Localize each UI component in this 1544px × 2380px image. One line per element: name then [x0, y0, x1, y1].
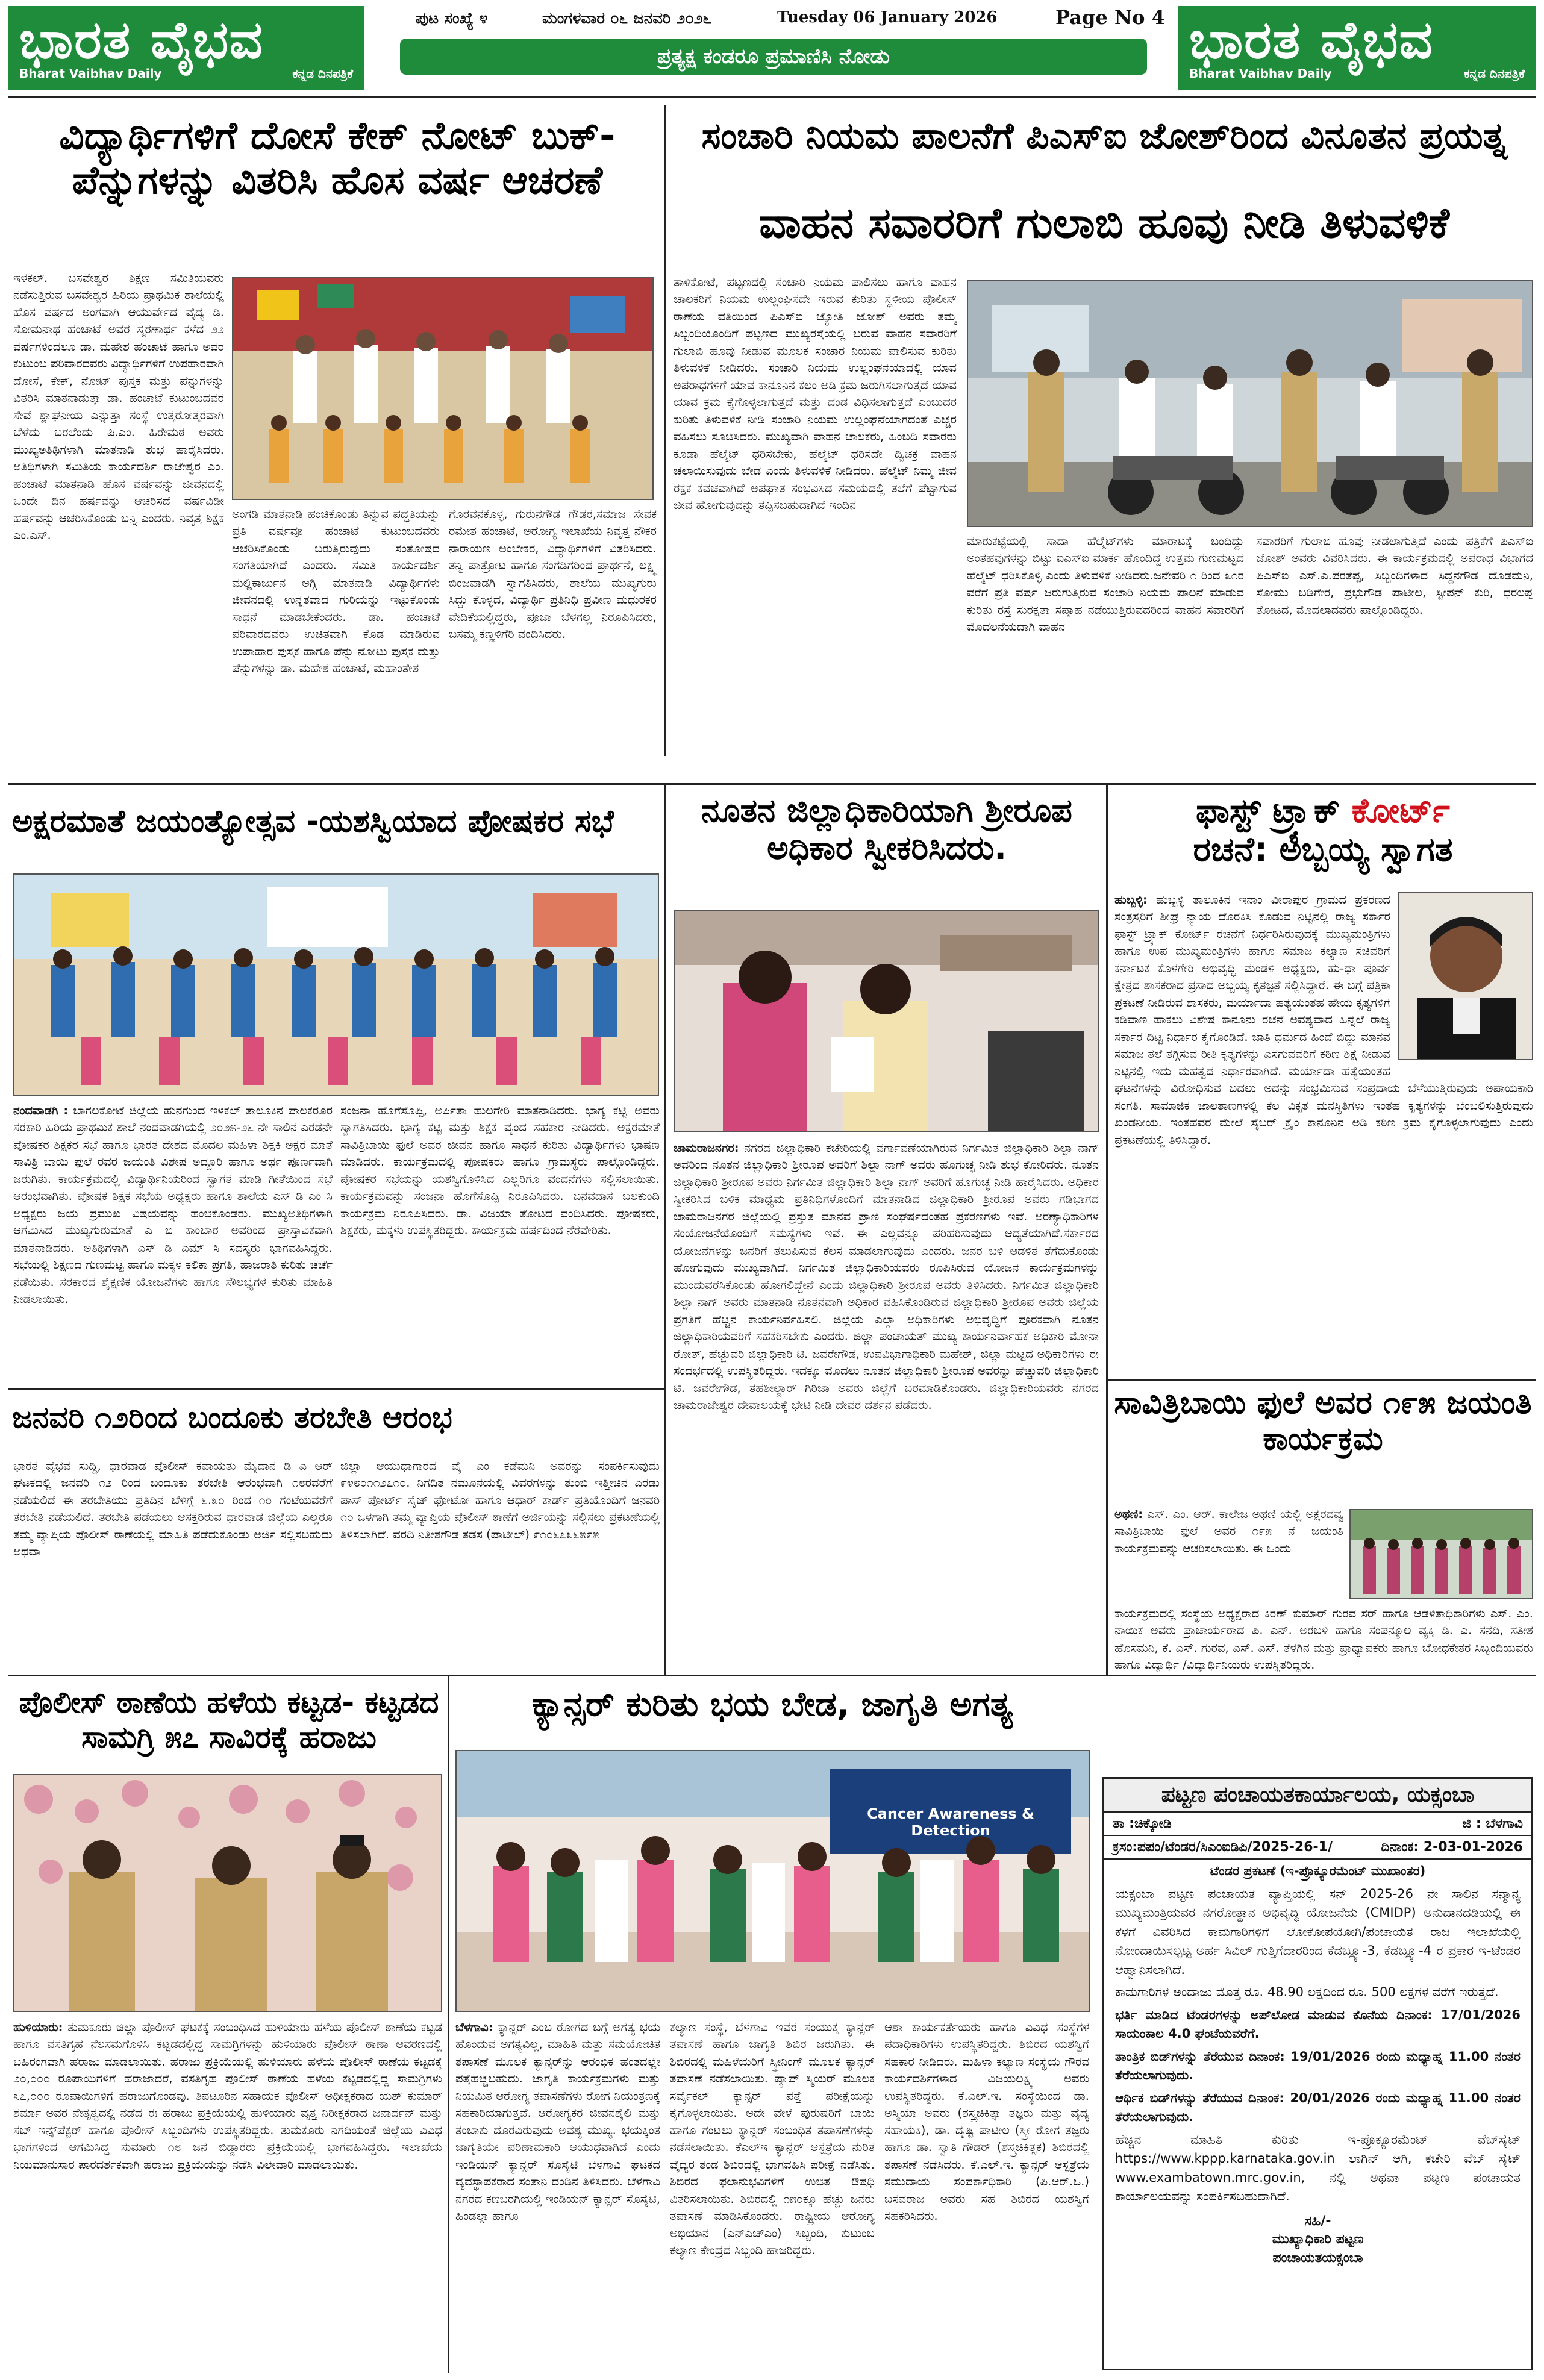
section-rule-1: [8, 783, 1536, 785]
vertical-divider-bottom: [448, 1675, 449, 2373]
tender-para-2: ಕಾಮಗಾರಿಗಳ ಅಂದಾಜು ಮೊತ್ತ ರೂ. 48.90 ಲಕ್ಷದಿಂದ ರೂ. 500 ಲಕ್ಷಗಳ ವರೆಗೆ ಇರುತ್ತದೆ.: [1115, 1985, 1499, 1999]
a7-body: ಕಾರ್ಯಕ್ರಮದಲ್ಲಿ ಸಂಸ್ಥೆಯ ಅಧ್ಯಕ್ಷರಾದ ಕಿರಣ್ ಕುಮಾರ್ ಗುರವ ಸರ್ ಹಾಗೂ ಆಡಳಿತಾಧಿಕಾರಿಗಳು ಎಸ್. ಎಂ. ನಾಯಿಕ ಅವರು ಪ್ರಾಚಾರ್ಯರಾದ ಪಿ. ಎನ್. ಅರಬಳಿ ಹಾಗೂ ಸಂಪನ್ಮೂಲ ವ್ಯಕ್ತಿ ಡಿ. ಎ. ಸನದಿ, ಸತೀಶ ಹೊಸಮನಿ, ಕೆ. ಎಸ್. ಗುರವ, ಎಸ್. ಎಸ್. ತೆಳಗಿನ ಮತ್ತು ಪ್ರಾಧ್ಯಾಪಕರು ಹಾಗೂ ಬೋಧಕೇತರ ಸಿಬ್ಬಂದಿಯವರು ಹಾಗೂ ವಿದ್ಯಾರ್ಥಿ /ವಿದ್ಯಾರ್ಥಿನಿಯರು ಉಪಸ್ಥಿತರಿದ್ದರು.: [1114, 1607, 1533, 1672]
tender-para-3: ಭರ್ತಿ ಮಾಡಿದ ಟೆಂಡರಗಳನ್ನು ಅಪ್‌ಲೋಡ ಮಾಡುವ ಕೊನೆಯ ದಿನಾಂಕ: 17/01/2026 ಸಾಯಂಕಾಲ 4.0 ಘಂಟೆಯವರೆಗೆ.: [1115, 2007, 1521, 2041]
masthead-left: [8, 6, 364, 90]
a8-photo: [13, 1774, 442, 2012]
vertical-divider-middle: [664, 783, 666, 1675]
a8-headline: ಪೊಲೀಸ್ ಠಾಣೆಯ ಹಳೆಯ ಕಟ್ಟಡ- ಕಟ್ಟಡದ ಸಾಮಗ್ರಿ ೫೭ ಸಾವಿರಕ್ಕೆ ಹರಾಜು: [19, 1685, 439, 1755]
a5-headline-part2: ರಚನೆ: ಅಬ್ಬಯ್ಯ ಸ್ವಾಗತ: [1193, 830, 1453, 870]
a3-dateline: ನಂದವಾಡಗಿ :: [13, 1104, 69, 1117]
a7-photo: [1349, 1509, 1533, 1599]
a5-headline: [1112, 792, 1534, 870]
a3-headline: ಅಕ್ಷರಮಾತೆ ಜಯಂತ್ಯೋತ್ಸವ -ಯಶಸ್ವಿಯಾದ ಪೋಷಕರ ಸಭೆ: [12, 804, 614, 840]
a4-dateline: ಚಾಮರಾಜನಗರ:: [674, 1141, 739, 1155]
a1-col2: ಅಂಗಡಿ ಮಾತನಾಡಿ ಹಂಚಿಕೊಂಡು ತಿನ್ನುವ ಪದ್ಧತಿಯನ್ನು ಪ್ರತಿ ವರ್ಷವೂ ಹಂಚಾಟೆ ಕುಟುಂಬದವರು ಆಚರಿಸಿಕೊಂಡು ಬರುತ್ತಿರುವುದು ಸಂತೋಷದ ಸಂಗತಿಯಾಗಿದೆ ಎಂದರು. ಸಮಿತಿ ಕಾರ್ಯದರ್ಶಿ ಮಲ್ಲಿಕಾರ್ಜುನ ಅಗ್ಗಿ ಮಾತನಾಡಿ ವಿದ್ಯಾರ್ಥಿಗಳು ಜೀವನದಲ್ಲಿ ಉನ್ನತವಾದ ಗುರಿಯನ್ನು ಇಟ್ಟುಕೊಂಡು ಸಾಧನೆ ಮಾಡಬೇಕೆಂದರು. ಡಾ. ಹಂಚಾಟೆ ಪರಿವಾರದವರು ಉಚಿತವಾಗಿ ಕೊಡ ಮಾಡಿರುವ ಉಪಾಹಾರ ಪುಸ್ತಕ ಹಾಗೂ ಪೆನ್ನು ನೋಟು ಪುಸ್ತಕ ಮತ್ತು ಪೆನ್ನುಗಳನ್ನು ಡಾ. ಮಹೇಶ ಹಂಚಾಟೆ, ಮಹಾಂತೇಶ: [232, 507, 440, 676]
tagline: ಪ್ರತ್ಯಕ್ಷ ಕಂಡರೂ ಪ್ರಮಾಣಿಸಿ ನೋಡು: [400, 39, 1147, 75]
daily-kn-right: ಕನ್ನಡ ದಿನಪತ್ರಿಕೆ: [1464, 66, 1525, 81]
a4-headline: ನೂತನ ಜಿಲ್ಲಾಧಿಕಾರಿಯಾಗಿ ಶ್ರೀರೂಪ ಅಧಿಕಾರ ಸ್ವೀಕರಿಸಿದರು.: [701, 792, 1072, 867]
a1-col1: ಇಳಕಲ್. ಬಸವೇಶ್ವರ ಶಿಕ್ಷಣ ಸಮಿತಿಯವರು ನಡೆಸುತ್ತಿರುವ ಬಸವೇಶ್ವರ ಹಿರಿಯ ಪ್ರಾಥಮಿಕ ಶಾಲೆಯಲ್ಲಿ ಹೊಸ ವರ್ಷದ ಅಂಗವಾಗಿ ಆಯುರ್ವೇದ ವೈದ್ಯ ಡಿ. ಸೋಮನಾಥ ಹಂಚಾಟೆ ಅವರ ಸ್ಮರಣಾರ್ಥ ಕಳೆದ ೨೨ ವರ್ಷಗಳಿಂದಲೂ ಡಾ. ಮಹೇಶ ಹಂಚಾಟೆ ಹಾಗೂ ಅವರ ಕುಟುಂಬ ಪರಿವಾರದವರು ವಿದ್ಯಾರ್ಥಿಗಳಿಗೆ ಉಪಹಾರವಾಗಿ ದೋಸೆ, ಕೇಕ್, ನೋಟ್ ಪುಸ್ತಕ ಮತ್ತು ಪೆನ್ನುಗಳನ್ನು ವಿತರಿಸಿ ಮಾತನಾಡುತ್ತಾ ಡಾ. ಹಂಚಾಟೆ ಕುಟುಂಬದವರ ಸೇವೆ ಶ್ಲಾಘನೀಯ ಎನ್ನುತ್ತಾ ಸಂಸ್ಥೆ ಉತ್ತರೋತ್ತರವಾಗಿ ಬೆಳೆದು ಬರಲೆಂದು ಪಿ.ಎಂ. ಹಿರೇಮಠ ಅವರು ಮುಖ್ಯಅತಿಥಿಗಳಾಗಿ ಮಾತನಾಡಿ ಶುಭ ಹಾರೈಸಿದರು. ಅತಿಥಿಗಳಾಗಿ ಸಮಿತಿಯ ಕಾರ್ಯದರ್ಶಿ ರಾಜೇಶ್ವರ ಎಂ. ಹಂಚಾಟೆ ಮಾತನಾಡಿ ಹೊಸ ವರ್ಷವನ್ನು ಜೀವನದಲ್ಲಿ ಒಂದೇ ದಿನ ಹರ್ಷವನ್ನು ಆಚರಿಸದೆ ವರ್ಷವಿಡೀ ಹರ್ಷವನ್ನು ಆಚರಿಸಿಕೊಂಡು ಬನ್ನಿ ಎಂದರು. ನಿವೃತ್ತ ಶಿಕ್ಷಕ ಎಂ.ಎಸ್.: [13, 271, 224, 543]
brand-title-left: ಭಾರತ ವೈಭವ: [19, 10, 264, 70]
a2-col2: ಮಾರುಕಟ್ಟೆಯಲ್ಲಿ ಸಾದಾ ಹೆಲ್ಮೆಟ್‌ಗಳು ಮಾರಾಟಕ್ಕೆ ಬಂದಿದ್ದು ಅಂತಹವುಗಳನ್ನು ಬಿಟ್ಟು ಐಎಸ್ಐ ಮಾರ್ಕ ಹೊಂದಿದ್ದ ಉತ್ತಮ ಗುಣಮಟ್ಟದ ಹೆಲ್ಮೆಟ್ ಧರಿಸಿಕೊಳ್ಳಿ ಎಂದು ತಿಳುವಳಿಕೆ ನೀಡಿದರು.ಜನೇವರಿ ೧ ರಿಂದ ೩೧ರ ವರೆಗೆ ಪ್ರತಿ ವರ್ಷ ಜರುಗುತ್ತಿರುವ ಸಂಚಾರಿ ನಿಯಮ ಪಾಲನೆ ಮಾಡುವ ಕುರಿತು ರಸ್ತೆ ಸುರಕ್ಷತಾ ಸಪ್ತಾಹ ನಡೆಯುತ್ತಿರುವದರಿಂದ ವಾಹನ ಸವಾರರಿಗೆ ಮೊದಲನೆಯದಾಗಿ ವಾಹನ: [967, 534, 1244, 634]
a9-col2: ಕಲ್ಯಾಣ ಸಂಸ್ಥೆ, ಬೆಳಗಾವಿ ಇವರ ಸಂಯುಕ್ತ ಕ್ಯಾನ್ಸರ್ ತಪಾಸಣೆ ಹಾಗೂ ಜಾಗೃತಿ ಶಿಬಿರ ಜರುಗಿತು. ಈ ಶಿಬಿರದಲ್ಲಿ ಮಹಿಳೆಯರಿಗೆ ಸ್ಕ್ರೀನಿಂಗ್ ಮೂಲಕ ಕ್ಯಾನ್ಸರ್ ತಪಾಸಣೆ ನಡೆಸಲಾಯಿತು. ಪ್ಯಾಪ್ ಸ್ಮಿಯರ್ ಮೂಲಕ ಸರ್ವೈಕಲ್ ಕ್ಯಾನ್ಸರ್ ಪತ್ತೆ ಪರೀಕ್ಷೆಯನ್ನು ಕೈಗೊಳ್ಳಲಾಯಿತು. ಅದೇ ವೇಳೆ ಪುರುಷರಿಗೆ ಬಾಯಿ ಹಾಗೂ ಗಂಟಲು ಕ್ಯಾನ್ಸರ್ ಸಂಬಂಧಿತ ತಪಾಸಣೆಗಳನ್ನು ನಡೆಸಲಾಯಿತು. ಕೆಎಲ್‌ಇ ಕ್ಯಾನ್ಸರ್ ಆಸ್ಪತ್ರೆಯ ನುರಿತ ವೈದ್ಯರ ತಂಡ ಶಿಬಿರದಲ್ಲಿ ಭಾಗವಹಿಸಿ ಪರೀಕ್ಷೆ ನಡೆಸಿತು. ಶಿಬಿರದ ಫಲಾನುಭವಿಗಳಿಗೆ ಉಚಿತ ಔಷಧಿ ವಿತರಿಸಲಾಯಿತು. ಶಿಬಿರದಲ್ಲಿ ೧೫೦ಕ್ಕೂ ಹೆಚ್ಚು ಜನರು ತಪಾಸಣೆ ಮಾಡಿಸಿಕೊಂಡರು. ರಾಷ್ಟ್ರೀಯ ಆರೋಗ್ಯ ಅಭಿಯಾನ (ಎನ್‌ಎಚ್‌ಎಂ) ಸಿಬ್ಬಂದಿ, ಕುಟುಂಬ ಕಲ್ಯಾಣ ಕೇಂದ್ರದ ಸಿಬ್ಬಂದಿ ಹಾಜರಿದ್ದರು.: [670, 2020, 875, 2258]
a8-dateline: ಹುಳಿಯಾರು:: [13, 2020, 63, 2034]
tender-district: ಜಿ : ಬೆಳಗಾವಿ: [1462, 1816, 1523, 1831]
a3-col1: [13, 1102, 333, 1379]
a6-col1: ಭಾರತ ವೈಭವ ಸುದ್ದಿ, ಧಾರವಾಡ ಪೊಲೀಸ್ ಕವಾಯತು ಮೈದಾನ ಡಿ ಎ ಆರ್ ಘಟಕದಲ್ಲಿ ಜನವರಿ ೧೨ ರಿಂದ ಬಂದೂಕು ತರಬೇತಿ ಆರಂಭವಾಗಿ ೧೮ರವರೆಗೆ ನಡೆಯಲಿದೆ ಈ ತರಬೇತಿಯು ಪ್ರತಿದಿನ ಬೆಳಿಗ್ಗೆ ೬.೩೦ ರಿಂದ ೧೦ ಗಂಟೆಯವರೆಗೆ ತರಬೇತಿ ನಡೆಯಲಿದೆ. ತರಬೇತಿ ಪಡೆಯಲು ಆಸಕ್ತರಿರುವ ಧಾರವಾಡ ಜಿಲ್ಲೆಯ ಎಲ್ಲರೂ ತಮ್ಮ ವ್ಯಾಪ್ತಿಯ ಪೊಲೀಸ್ ಠಾಣೆಯಲ್ಲಿ ಮಾಹಿತಿ ಪಡೆದುಕೊಂಡು ಅರ್ಜಿ ಸಲ್ಲಿಸಬಹುದು ಅಥವಾ: [13, 1459, 333, 1559]
date-english: Tuesday 06 January 2026: [777, 8, 998, 27]
tender-ref-date: ದಿನಾಂಕ: 2-03-01-2026: [1381, 1840, 1523, 1855]
tender-ref-no: ಕ್ರಸಂ:ಪಪಂ/ಟೆಂಡರ/ಸಿಎಂಐಡಿಪಿ/2025-26-1/: [1113, 1840, 1333, 1855]
a3-photo: [13, 873, 659, 1096]
daily-en-right: Bharat Vaibhav Daily: [1189, 66, 1332, 81]
a9-dateline: ಬೆಳಗಾವಿ:: [455, 2020, 493, 2034]
a2-photo: [967, 280, 1533, 527]
tender-sign-2: ಮುಖ್ಯಾಧಿಕಾರಿ ಪಟ್ಟಣ: [1272, 2232, 1364, 2247]
daily-en-left: Bharat Vaibhav Daily: [19, 66, 162, 81]
a7-dateline: ಅಥಣಿ:: [1114, 1507, 1143, 1521]
a2-col3: ಸವಾರರಿಗೆ ಗುಲಾಬಿ ಹೂವು ನೀಡಲಾಗುತ್ತಿದೆ ಎಂದು ಪತ್ರಿಕೆಗೆ ಪಿಎಸ್ಐ ಜೋಶ್ ಅವರು ವಿವರಿಸಿದರು. ಈ ಕಾರ್ಯಕ್ರಮದಲ್ಲಿ ಅಪರಾಧ ವಿಭಾಗದ ಪಿಎಸ್ಐ ಎಸ್.ಎ.ಪರತೆಪ್ಪ, ಸಿಬ್ಬಂದಿಗಳಾದ ಸಿದ್ದನಗೌಡ ದೊಡಮನಿ, ಸೋಮು ಬಡಿಗೇರ, ಪ್ರಭುಗೌಡ ಪಾಟೀಲ, ಸ್ಟೀಪನ್ ಕುರಿ, ಧರಲಪ್ಪ ತೋಟದ, ಮೊದಲಾದವರು ಪಾಲ್ಗೊಂಡಿದ್ದರು.: [1256, 534, 1533, 617]
tender-para-1: ಯಕ್ಸಂಬಾ ಪಟ್ಟಣ ಪಂಚಾಯತ ವ್ಯಾಪ್ತಿಯಲ್ಲಿ ಸನ್ 2025-26 ನೇ ಸಾಲಿನ ಸನ್ಮಾನ್ಯ ಮುಖ್ಯಮಂತ್ರಿಯವರ ನಗರೋತ್ಥಾನ ಅಭಿವೃದ್ಧಿ ಯೋಜನೆಯ (CMIDP) ಅನುದಾನದಡಿಯಲ್ಲಿ ಈ ಕೆಳಗೆ ವಿವರಿಸಿದ ಕಾಮಗಾರಿಗಳಿಗೆ ಲೋಕೋಪಯೋಗಿ/ಪಂಚಾಯತ ರಾಜ ಇಲಾಖೆಯಲ್ಲಿ ನೋಂದಾಯಿಸಲ್ಪಟ್ಟ ಅರ್ಹ ಸಿವಿಲ್ ಗುತ್ತಿಗೆದಾರರಿಂದ ಕೆಡಬ್ಲ್ಯೂ-3, ಕೆಡಬ್ಲ್ಯೂ-4 ರ ಪ್ರಕಾರ ಇ-ಟೆಂಡರ ಆಹ್ವಾನಿಸಲಾಗಿದೆ.: [1115, 1886, 1521, 1977]
tender-office-title: ಪಟ್ಟಣ ಪಂಚಾಯತಕಾರ್ಯಾಲಯ, ಯಕ್ಸಂಬಾ: [1104, 1779, 1531, 1813]
a9-banner-text: Cancer Awareness & Detection: [867, 1805, 1034, 1839]
masthead-right: [1178, 6, 1536, 90]
vertical-divider-top: [664, 105, 666, 756]
a2-col1: ತಾಳಿಕೋಟೆ, ಪಟ್ಟಣದಲ್ಲಿ ಸಂಚಾರಿ ನಿಯಮ ಪಾಲಿಸಲು ಹಾಗೂ ವಾಹನ ಚಾಲಕರಿಗೆ ನಿಯಮ ಉಲ್ಲಂಘಿಸದೇ ಇರುವ ಕುರಿತು ಸ್ಥಳೀಯ ಪೊಲೀಸ್ ಠಾಣೆಯ ವತಿಯಿಂದ ಪಿಎಸ್ಐ ಜ್ಯೋತಿ ಜೋಶ್ ಅವರು ತಮ್ಮ ಸಿಬ್ಬಂದಿಯೊಂದಿಗೆ ಪಟ್ಟಣದ ಮುಖ್ಯರಸ್ತೆಯಲ್ಲಿ ಬರುವ ವಾಹನ ಸವಾರರಿಗೆ ಗುಲಾಬಿ ಹೂವು ನೀಡುವ ಮೂಲಕ ಸಂಚಾರ ನಿಯಮ ಪಾಲಿಸುವ ಕುರಿತು ತಿಳುವಳಿಕೆ ನೀಡಿದರು. ಸಂಚಾರಿ ನಿಯಮ ಉಲ್ಲಂಘನೆಯಾದಲ್ಲಿ ಯಾವ ಅಪರಾಧಗಳಿಗೆ ಯಾವ ಕಾನೂನಿನ ಕಲಂ ಅಡಿ ಕ್ರಮ ಜರುಗಿಸಲಾಗುತ್ತದೆ ಯಾವ ಯಾವ ಕ್ರಮ ಕೈಗೊಳ್ಳಲಾಗುತ್ತದೆ ಮತ್ತು ದಂಡ ವಿಧಿಸಲಾಗುತ್ತದೆ ಎಂಬುದರ ಕುರಿತು ತಿಳುವಳಿಕೆ ನೀಡಿ ಸಂಚಾರಿ ನಿಯಮ ಉಲ್ಲಂಘನೆಯಾಗದಂತೆ ಎಚ್ಚರ ವಹಿಸಲು ಸೂಚಿಸಿದರು. ಮುಖ್ಯವಾಗಿ ವಾಹನ ಚಾಲಕರು, ಹಿಂಬದಿ ಸವಾರರು ಕೂಡಾ ಹೆಲ್ಮೆಟ್ ಧರಿಸಬೇಕು, ಹೆಲ್ಮೆಟ್ ಧರಿಸದೇ ದ್ವಿಚಕ್ರ ವಾಹನ ಚಲಾಯಿಸುವುದು ಬೇಡ ಎಂದು ತಿಳುವಳಿಕೆ ನೀಡಿದರು. ಹೆಲ್ಮೆಟ್ ನಿಮ್ಮ ಜೀವ ರಕ್ಷಕ ಕವಚವಾಗಿದೆ ಅಪಘಾತ ಸಂಭವಿಸಿದ ಸಮಯದಲ್ಲಿ ತಲೆಗೆ ಪೆಟ್ಟಾಗುವ ಜೀವ ಹೋಗುವುದನ್ನು ತಪ್ಪಿಸಬಹುದಾಗಿದೆ ಇಂದಿನ: [674, 275, 957, 513]
a5-headline-red: ಕೋರ್ಟ್: [1351, 792, 1450, 831]
tender-notice: [1102, 1777, 1533, 2370]
tender-para-4: ತಾಂತ್ರಿಕ ಬಿಡ್‌ಗಳನ್ನು ತೆರೆಯುವ ದಿನಾಂಕ: 19/01/2026 ರಂದು ಮಧ್ಯಾಹ್ನ 11.00 ನಂತರ ತೆರೆಯಲಾಗುವುದು.: [1115, 2049, 1521, 2082]
a7-lead-text: ಎಸ್. ಎಂ. ಆರ್. ಕಾಲೇಜ ಅಥಣಿ ಯಲ್ಲಿ ಅಕ್ಷರದವ್ವ ಸಾವಿತ್ರಿಬಾಯಿ ಫುಲೆ ಅವರ ೧೯೫ ನೆ ಜಯಂತಿ ಕಾರ್ಯಕ್ರಮವನ್ನು ಆಚರಿಸಲಾಯಿತು. ಈ ಒಂದು: [1114, 1507, 1343, 1555]
a3-col1-text: ಬಾಗಲಕೋಟೆ ಜಿಲ್ಲೆಯ ಹುನಗುಂದ ಇಳಕಲ್ ತಾಲೂಕಿನ ಪಾಲಕರೂರ ಸರಕಾರಿ ಹಿರಿಯ ಪ್ರಾಥಮಿಕ ಶಾಲೆ ನಂದವಾಡಗಿಯಲ್ಲಿ ೨೦೨೫-೨೬ ನೇ ಸಾಲಿನ ಎರಡನೇ ಪೋಷಕರ ಶಿಕ್ಷಕರ ಸಭೆ ಹಾಗೂ ಭಾರತ ದೇಶದ ಮೊದಲ ಮಹಿಳಾ ಶಿಕ್ಷಕಿ ಅಕ್ಷರ ಮಾತೆ ಸಾವಿತ್ರಿ ಬಾಯಿ ಫುಲೆ ರವರ ಜಯಂತಿ ವಿಶೇಷ ಅದ್ದೂರಿ ಹಾಗೂ ಅರ್ಥ ಪೂರ್ಣವಾಗಿ ಜರುಗಿತು. ಕಾರ್ಯಕ್ರಮದಲ್ಲಿ ವಿದ್ಯಾರ್ಥಿನಿಯರಿಂದ ಸ್ವಾಗತ ಮಾಡಿ ಗೀತೆಯಿಂದ ಸಭೆ ಆರಂಭವಾಗಿತು. ಪೋಷಕ ಶಿಕ್ಷಕ ಸಭೆಯ ಅಧ್ಯಕ್ಷರು ಹಾಗೂ ಶಾಲೆಯ ಎಸ್ ಡಿ ಎಂ ಸಿ ಅಧ್ಯಕ್ಷರು ಜಯ ಪ್ರಮುಖ ವಿಷಯವನ್ನು ಹಂಚಿಕೊಂಡರು. ಮುಖ್ಯಅತಿಥಿಗಳಾಗಿ ಆಗಮಿಸಿದ ಮುಖ್ಯಗುರುಮಾತೆ ಎ ಬಿ ಕಾಂಬಾರ ಅವರಿಂದ ಪ್ರಾಸ್ತಾವಿಕವಾಗಿ ಮಾತನಾಡಿದರು. ಅತಿಥಿಗಳಾಗಿ ಎಸ್ ಡಿ ಎಮ್ ಸಿ ಸದಸ್ಯರು ಭಾಗವಹಿಸಿದ್ದರು. ಸಭೆಯಲ್ಲಿ ಶಿಕ್ಷಣದ ಗುಣಮಟ್ಟ ಹಾಗೂ ಮಕ್ಕಳ ಕಲಿಕಾ ಪ್ರಗತಿ, ಹಾಜರಾತಿ ಕುರಿತು ಚರ್ಚೆ ನಡೆಯಿತು. ಸರಕಾರದ ಶೈಕ್ಷಣಿಕ ಯೋಜನೆಗಳು ಹಾಗೂ ಸೌಲಭ್ಯಗಳ ಕುರಿತು ಮಾಹಿತಿ ನೀಡಲಾಯಿತು.: [13, 1104, 333, 1307]
a6-col2: ಜಿಲ್ಲಾ ಆಯುಧಾಗಾರದ ವೈ ಎಂ ಕಡೆಮನಿ ಅವರನ್ನು ಸಂಪರ್ಕಿಸುವುದು ೯೪೮೦೧೧೨೭೧೦. ನಿಗದಿತ ನಮೂನೆಯಲ್ಲಿ ವಿವರಗಳನ್ನು ತುಂಬಿ ಇತ್ತೀಚಿನ ಎರಡು ಪಾಸ್ ಪೋರ್ಟ್ ಸೈಜ್ ಫೋಟೋ ಹಾಗೂ ಆಧಾರ್ ಕಾರ್ಡ್ ಪ್ರತಿಯೊಂದಿಗೆ ಜನವರಿ ೧೦ ಒಳಗಾಗಿ ತಮ್ಮ ವ್ಯಾಪ್ತಿಯ ಪೊಲೀಸ್ ಠಾಣೆಗೆ ಅರ್ಜಿಯನ್ನು ಸಲ್ಲಿಸಲು ಪ್ರಕಟಣೆಯಲ್ಲಿ ತಿಳಿಸಲಾಗಿದೆ. ವರದಿ ನಿತೀಶಗೌಡ ತಡಸ (ಪಾಟೀಲ್) ೯೧೦೬೭೩೬೫೯೫: [340, 1459, 660, 1541]
tender-sign-3: ಪಂಚಾಯತಯಕ್ಸಂಬಾ: [1272, 2250, 1363, 2266]
date-kannada: ಮಂಗಳವಾರ ೦೬ ಜನವರಿ ೨೦೨೬: [542, 10, 711, 28]
tender-sign-1: ಸಹಿ/-: [1304, 2213, 1331, 2229]
a4-photo: [674, 910, 1099, 1132]
vertical-divider-right: [1106, 783, 1108, 1675]
issue-number: ಪುಟ ಸಂಖ್ಯೆ ೪: [416, 10, 488, 28]
a5-body: [1114, 892, 1533, 1373]
a7-lead: [1114, 1506, 1343, 1602]
a1-photo: [232, 277, 654, 500]
section-rule-2: [8, 1675, 1536, 1676]
a2-headline-2: ವಾಹನ ಸವಾರರಿಗೆ ಗುಲಾಬಿ ಹೂವು ನೀಡಿ ತಿಳುವಳಿಕೆ: [759, 198, 1449, 248]
a5-portrait: [1398, 892, 1533, 1060]
a5-headline-part1: ಫಾಸ್ಟ್ ಟ್ರ್ಯಾಕ್: [1196, 792, 1340, 831]
masthead-rule: [8, 96, 1536, 98]
a9-headline: ಕ್ಯಾನ್ಸರ್ ಕುರಿತು ಭಯ ಬೇಡ, ಜಾಗೃತಿ ಅಗತ್ಯ: [531, 1685, 1013, 1724]
tender-para-6: ಹೆಚ್ಚಿನ ಮಾಹಿತಿ ಕುರಿತು ಇ-ಪ್ರೊಕ್ಯೂರಮೆಂಟ್ ವೆಬ್‌ಸೈಟ್ https://www.kppp.karnataka.gov.in ಲಾಗಿನ್ ಆಗಿ, ಕಚೇರಿ ವೆಬ್ ಸೈಟ್ www.exambatown.mrc.gov.in, ನಲ್ಲಿ ಅಥವಾ ಪಟ್ಟಣ ಪಂಚಾಯತ ಕಾರ್ಯಾಲಯವನ್ನು ಸಂಪರ್ಕಿಸಬಹುದಾಗಿದೆ.: [1115, 2132, 1521, 2204]
brand-title-right: ಭಾರತ ವೈಭವ: [1189, 10, 1434, 70]
a4-body: [674, 1140, 1099, 1670]
a9-col1-text: ಕ್ಯಾನ್ಸರ್ ಎಂಬ ರೋಗದ ಬಗ್ಗೆ ಅಗತ್ಯ ಭಯ ಹೊಂದುವ ಅಗತ್ಯವಿಲ್ಲ, ಮಾಹಿತಿ ಮತ್ತು ಸಮಯೋಚಿತ ತಪಾಸಣೆ ಮೂಲಕ ಕ್ಯಾನ್ಸರ್‌ನ್ನು ಆರಂಭಿಕ ಹಂತದಲ್ಲೇ ಪತ್ತೆಹಚ್ಚಬಹುದು. ಜಾಗೃತಿ ಕಾರ್ಯಕ್ರಮಗಳು ಮತ್ತು ನಿಯಮಿತ ಆರೋಗ್ಯ ತಪಾಸಣೆಗಳು ರೋಗ ನಿಯಂತ್ರಣಕ್ಕೆ ಸಹಕಾರಿಯಾಗುತ್ತವೆ. ಆರೋಗ್ಯಕರ ಜೀವನಶೈಲಿ ಮತ್ತು ತಂಬಾಕು ದೂರವಿರುವುದು ಅವಶ್ಯ ಮುಖ್ಯ. ಭಯಕ್ಕಿಂತ ಜಾಗೃತಿಯೇ ಪರಿಣಾಮಕಾರಿ ಆಯುಧವಾಗಿದೆ ಎಂದು ಇಂಡಿಯನ್ ಕ್ಯಾನ್ಸರ್ ಸೊಸೈಟಿ ಬೆಳಗಾವಿ ಘಟಕದ ವ್ಯವಸ್ಥಾಪಕರಾದ ಸಂತಾನಿ ದಂಡಿನ ತಿಳಿಸಿದರು. ಬೆಳಗಾವಿ ನಗರದ ಕಣಬರಗಿಯಲ್ಲಿ ಇಂಡಿಯನ್ ಕ್ಯಾನ್ಸರ್ ಸೊಸೈಟಿ, ಹಿಂಡಲ್ಗಾ ಹಾಗೂ: [455, 2020, 660, 2223]
a7-headline: ಸಾವಿತ್ರಿಬಾಯಿ ಫುಲೆ ಅವರ ೧೯೫ ಜಯಂತಿ ಕಾರ್ಯಕ್ರಮ: [1114, 1385, 1532, 1457]
page-number: Page No 4: [1055, 6, 1165, 29]
a1-headline: ವಿದ್ಯಾರ್ಥಿಗಳಿಗೆ ದೋಸೆ ಕೇಕ್ ನೋಟ್ ಬುಕ್- ಪೆನ್ನುಗಳನ್ನು ವಿತರಿಸಿ ಹೊಸ ವರ್ಷ ಆಚರಣೆ: [59, 114, 616, 203]
a8-body: [13, 2019, 442, 2372]
a9-col3: ಆಶಾ ಕಾರ್ಯಕರ್ತೆಯರು ಹಾಗೂ ವಿವಿಧ ಸಂಸ್ಥೆಗಳ ಪದಾಧಿಕಾರಿಗಳು ಉಪಸ್ಥಿತರಿದ್ದರು. ಶಿಬಿರದ ಯಶಸ್ವಿಗೆ ಸಹಕಾರ ನೀಡಿದರು. ಮಹಿಳಾ ಕಲ್ಯಾಣ ಸಂಸ್ಥೆಯ ಗೌರವ ಕಾರ್ಯದರ್ಶಿಗಳಾದ ವಿಜಯಲಕ್ಷ್ಮಿ ಅವರು ಉಪಸ್ಥಿತರಿದ್ದರು. ಕೆ.ಎಲ್.ಇ. ಸಂಸ್ಥೆಯಿಂದ ಡಾ. ಅಸ್ಮಿಯಾ ಅವರು (ಶಸ್ತ್ರಚಿಕಿತ್ಸಾ ತಜ್ಞರು ಮತ್ತು ವೈದ್ಯ ಸಹಾಯಕಿ), ಡಾ. ದೃಷ್ಟಿ ಪಾಟೀಲ (ಸ್ತ್ರೀ ರೋಗ ತಜ್ಞರು ಹಾಗೂ ಡಾ. ಸ್ವಾತಿ ಗೌಡರ್ (ಶಸ್ತ್ರಚಿಕಿತ್ಸಕ) ಶಿಬಿರದಲ್ಲಿ ತಪಾಸಣೆ ನಡೆಸಿದರು. ಕೆ.ಎಲ್.ಇ. ಕ್ಯಾನ್ಸರ್ ಆಸ್ಪತ್ರೆಯ ಸಮುದಾಯ ಸಂಪರ್ಕಾಧಿಕಾರಿ (ಪಿ.ಆರ್.ಒ.) ಬಸವರಾಜ ಅವರು ಸಹ ಶಿಬಿರದ ಯಶಸ್ವಿಗೆ ಸಹಕರಿಸಿದರು.: [884, 2020, 1089, 2223]
a6-headline: ಜನವರಿ ೧೨ರಿಂದ ಬಂದೂಕು ತರಬೇತಿ ಆರಂಭ: [12, 1400, 452, 1435]
daily-kn-left: ಕನ್ನಡ ದಿನಪತ್ರಿಕೆ: [292, 66, 353, 81]
a4-body-text: ನಗರದ ಜಿಲ್ಲಾಧಿಕಾರಿ ಕಚೇರಿಯಲ್ಲಿ ವರ್ಗಾವಣೆಯಾಗಿರುವ ನಿರ್ಗಮಿತ ಜಿಲ್ಲಾಧಿಕಾರಿ ಶಿಲ್ಪಾ ನಾಗ್ ಅವರಿಂದ ನೂತನ ಜಿಲ್ಲಾಧಿಕಾರಿ ಶ್ರೀರೂಪ ಅವರಿಗೆ ಶಿಲ್ಪಾ ನಾಗ್ ಅವರು ಹೂಗುಚ್ಛ ನೀಡಿ ಶುಭ ಕೋರಿದರು. ನೂತನ ಜಿಲ್ಲಾಧಿಕಾರಿ ಶ್ರೀರೂಪ ಅವರು ನಿರ್ಗಮಿತ ಜಿಲ್ಲಾಧಿಕಾರಿ ಶಿಲ್ಪಾ ನಾಗ್ ಅವರಿಗೆ ಹೂಗುಚ್ಛ ನೀಡಿ ಹಾರೈಸಿದರು. ಅಧಿಕಾರ ಸ್ವೀಕರಿಸಿದ ಬಳಿಕ ಮಾಧ್ಯಮ ಪ್ರತಿನಿಧಿಗಳೊಂದಿಗೆ ಮಾತನಾಡಿದ ಜಿಲ್ಲಾಧಿಕಾರಿ ಶ್ರೀರೂಪ ಅವರು ಗಡಿಭಾಗದ ಚಾಮರಾಜನಗರ ಜಿಲ್ಲೆಯಲ್ಲಿ ಪ್ರಸ್ತುತ ಮಾನವ ಪ್ರಾಣಿ ಸಂಘರ್ಷದಂತಹ ಪ್ರಕರಣಗಳು ಇವೆ. ಅರಣ್ಯಾಧಿಕಾರಿಗಳ ಸಂಯೋಜನೆಯೊಂದಿಗೆ ಸಮಸ್ಯೆಗಳು ಇವೆ. ಈ ಎಲ್ಲವನ್ನೂ ಪರಿಹರಿಸುವುದು ಆದ್ಯತೆಯಾಗಿದೆ.ಸರ್ಕಾರದ ಯೋಜನೆಗಳನ್ನು ಜನರಿಗೆ ತಲುಪಿಸುವ ಕೆಲಸ ಮಾಡಲಾಗುವುದು ಎಂದರು. ಜನರ ಬಳಿ ಆಡಳಿತ ತೆಗೆದುಕೊಂಡು ಹೋಗುವುದು ಮುಖ್ಯವಾಗಿದೆ. ನಿರ್ಗಮಿತ ಜಿಲ್ಲಾಧಿಕಾರಿಯವರು ರೂಪಿಸಿರುವ ಯೋಜನೆ ಕಾರ್ಯಕ್ರಮಗಳನ್ನು ಮುಂದುವರೆಸಿಕೊಂಡು ಹೋಗಲಿದ್ದೇನೆ ಎಂದು ಜಿಲ್ಲಾಧಿಕಾರಿ ಶ್ರೀರೂಪ ಅವರು ತಿಳಿಸಿದರು. ನಿರ್ಗಮಿತ ಜಿಲ್ಲಾಧಿಕಾರಿ ಶಿಲ್ಪಾ ನಾಗ್ ಅವರು ಮಾತನಾಡಿ ನೂತನವಾಗಿ ಅಧಿಕಾರ ವಹಿಸಿಕೊಂಡಿರುವ ಜಿಲ್ಲಾಧಿಕಾರಿ ಶ್ರೀರೂಪ ಅವರು ಜಿಲ್ಲೆಯ ಪ್ರಗತಿಗೆ ಹೆಚ್ಚಿನ ಕಾರ್ಯನಿರ್ವಹಿಸಲಿ. ಜಿಲ್ಲೆಯ ಎಲ್ಲಾ ಅಧಿಕಾರಿಗಳು ಅಭಿವೃದ್ಧಿಗೆ ಪೂರಕವಾಗಿ ನೂತನ ಜಿಲ್ಲಾಧಿಕಾರಿಯವರಿಗೆ ಸಹಕರಿಸಬೇಕು ಎಂದರು. ಜಿಲ್ಲಾ ಪಂಚಾಯತ್ ಮುಖ್ಯ ಕಾರ್ಯನಿರ್ವಾಹಕ ಅಧಿಕಾರಿ ಮೋನಾ ರೋತ್, ಹೆಚ್ಚುವರಿ ಜಿಲ್ಲಾಧಿಕಾರಿ ಟಿ. ಜವರೇಗೌಡ, ಉಪವಿಭಾಗಾಧಿಕಾರಿ ಮಹೇಶ್, ಜಿಲ್ಲಾ ಮಟ್ಟದ ಅಧಿಕಾರಿಗಳು ಈ ಸಂದರ್ಭದಲ್ಲಿ ಉಪಸ್ಥಿತರಿದ್ದರು. ಇದಕ್ಕೂ ಮೊದಲು ನೂತನ ಜಿಲ್ಲಾಧಿಕಾರಿ ಶ್ರೀರೂಪ ಅವರನ್ನು ಹೆಚ್ಚುವರಿ ಜಿಲ್ಲಾಧಿಕಾರಿ ಟಿ. ಜವರೇಗೌಡ, ತಹಶೀಲ್ದಾರ್ ಗಿರಿಜಾ ಅವರು ಜಿಲ್ಲೆಗೆ ಬರಮಾಡಿಕೊಂಡರು. ಜಿಲ್ಲಾಧಿಕಾರಿಯವರು ನಗರದ ಚಾಮರಾಜೇಶ್ವರ ದೇವಾಲಯಕ್ಕೆ ಭೇಟಿ ನೀಡಿ ದೇವರ ದರ್ಶನ ಪಡೆದರು.: [674, 1141, 1099, 1413]
tender-subject: ಟೆಂಡರ ಪ್ರಕಟಣೆ (ಇ-ಪ್ರೊಕ್ಯೂರಮೆಂಟ್ ಮುಖಾಂತರ): [1210, 1864, 1426, 1878]
tender-taluk: ತಾ :ಚಿಕ್ಕೋಡಿ: [1113, 1816, 1172, 1831]
section-rule-a6: [8, 1388, 665, 1390]
section-rule-a7: [1108, 1379, 1536, 1381]
a5-body-text: ಹುಬ್ಬಳ್ಳಿ ತಾಲೂಕಿನ ಇನಾಂ ವೀರಾಪುರ ಗ್ರಾಮದ ಪ್ರಕರಣದ ಸಂತ್ರಸ್ತರಿಗೆ ಶೀಘ್ರ ನ್ಯಾಯ ದೊರಕಿಸಿ ಕೊಡುವ ನಿಟ್ಟಿನಲ್ಲಿ ರಾಜ್ಯ ಸರ್ಕಾರ ಫಾಸ್ಟ್ ಟ್ರ್ಯಾಕ್ ಕೋರ್ಟ್ ರಚನೆಗೆ ನಿರ್ಧರಿಸಿರುವುದಕ್ಕೆ ಮುಖ್ಯಮಂತ್ರಿಗಳು ಹಾಗೂ ಉಪ ಮುಖ್ಯಮಂತ್ರಿಗಳು ಹಾಗೂ ಸಮಾಜ ಕಲ್ಯಾಣ ಸಚಿವರಿಗೆ ಕರ್ನಾಟಕ ಕೊಳಗೇರಿ ಅಭಿವೃದ್ಧಿ ಮಂಡಳಿ ಅಧ್ಯಕ್ಷರು, ಹು-ಧಾ ಪೂರ್ವ ಕ್ಷೇತ್ರದ ಶಾಸಕರಾದ ಪ್ರಸಾದ ಅಬ್ಬಯ್ಯ ಕೃತಜ್ಞತೆ ಸಲ್ಲಿಸಿದ್ದಾರೆ. ಈ ಬಗ್ಗೆ ಪತ್ರಿಕಾ ಪ್ರಕಟಣೆ ನೀಡಿರುವ ಶಾಸಕರು, ಮರ್ಯಾದಾ ಹತ್ಯೆಯಂತಹ ಹೇಯ ಕೃತ್ಯಗಳಿಗೆ ಕಡಿವಾಣ ಹಾಕಲು ವಿಶೇಷ ಕಾನೂನು ರಚನೆ ಅವಶ್ಯವಾದ ಹಿನ್ನೆಲೆ ರಾಜ್ಯ ಸರ್ಕಾರ ದಿಟ್ಟ ನಿರ್ಧಾರ ಕೈಗೊಂಡಿದೆ. ಜಾತಿ ಧರ್ಮದ ಹಿಂದೆ ಬಿದ್ದು ಮಾನವ ಸಮಾಜ ತಲೆ ತಗ್ಗಿಸುವ ರೀತಿ ಕೃತ್ಯಗಳನ್ನು ಎಸಗುವವರಿಗೆ ಕಠಿಣ ಶಿಕ್ಷೆ ನೀಡುವ ನಿಟ್ಟಿನಲ್ಲಿ ಇದು ಮಹತ್ವದ ನಿರ್ಧಾರವಾಗಿದೆ. ಮರ್ಯಾದಾ ಹತ್ಯೆಯಂತಹ ಘಟನೆಗಳನ್ನು ವಿರೋಧಿಸುವ ಬದಲು ಅದನ್ನು ಸಂಭ್ರಮಿಸುವ ಸಂಪ್ರದಾಯ ಬೆಳೆಯುತ್ತಿರುವುದು ಅಪಾಯಕಾರಿ ಸಂಗತಿ. ಸಾಮಾಜಿಕ ಜಾಲತಾಣಗಳಲ್ಲಿ ಕೆಲ ವಿಕೃತ ಮನಸ್ಥಿತಿಗಳು ಇಂತಹ ಕೃತ್ಯಗಳನ್ನು ಬೆಂಬಲಿಸುತ್ತಿರುವುದು ಖಂಡನೀಯ. ಇಂತಹವರ ಮೇಲೆ ಸೈಬರ್ ಕ್ರೈಂ ಕಾನೂನಿನ ಅಡಿ ಕಠಿಣ ಕ್ರಮ ಕೈಗೊಳ್ಳಲಾಗುವುದು ಎಂದು ಪ್ರಕಟಣೆಯಲ್ಲಿ ತಿಳಿಸಿದ್ದಾರೆ.: [1114, 893, 1533, 1147]
a8-body-text: ತುಮಕೂರು ಜಿಲ್ಲಾ ಪೊಲೀಸ್ ಘಟಕಕ್ಕೆ ಸಂಬಂಧಿಸಿದ ಹುಳಿಯಾರು ಹಳೆಯ ಪೊಲೀಸ್ ಠಾಣೆಯ ಕಟ್ಟಡ ಹಾಗೂ ವಸತಿಗೃಹ ನೆಲಸಮಗೊಳಿಸಿ ಕಟ್ಟಡದಲ್ಲಿದ್ದ ಸಾಮಗ್ರಿಗಳನ್ನು ಹುಳಿಯಾರು ಪೊಲೀಸ್ ಠಾಣಾ ಆವರಣದಲ್ಲಿ ಬಹಿರಂಗವಾಗಿ ಹರಾಜು ಮಾಡಲಾಯಿತು. ಹರಾಜು ಪ್ರಕ್ರಿಯೆಯಲ್ಲಿ ಹುಳಿಯಾರು ಹಳೆಯ ಪೊಲೀಸ್ ಠಾಣೆಯ ಕಟ್ಟಡಕ್ಕೆ ೨೦,೦೦೦ ರೂಪಾಯಿಗಳಿಗೆ ಹರಾಜಾದರೆ, ವಸತಿಗೃಹ ಪೊಲೀಸ್ ಠಾಣೆಯ ಹಳೆಯ ಕಟ್ಟಡದಲ್ಲಿದ್ದ ಸಾಮಗ್ರಿಗಳು ೩೭,೦೦೦ ರೂಪಾಯಿಗಳಿಗೆ ಹರಾಜುಗೊಂಡವು. ತಿಪಟೂರಿನ ಸಹಾಯಕ ಪೊಲೀಸ್ ಅಧೀಕ್ಷಕರಾದ ಯಶ್ ಕುಮಾರ್ ಶರ್ಮಾ ಅವರ ನೇತೃತ್ವದಲ್ಲಿ ನಡೆದ ಈ ಹರಾಜು ಪ್ರಕ್ರಿಯೆಯಲ್ಲಿ ಹುಳಿಯಾರು ವೃತ್ತ ನಿರೀಕ್ಷಕರಾದ ಜನಾರ್ದನ್ ಮತ್ತು ಸಬ್ ಇನ್ಸ್‌ಪೆಕ್ಟರ್ ಹಾಗೂ ಪೊಲೀಸ್ ಸಿಬ್ಬಂದಿಗಳು ಉಪಸ್ಥಿತರಿದ್ದರು. ತುಮಕೂರು ನಿಗದಿಯಂತೆ ಜಿಲ್ಲೆಯ ವಿವಿಧ ಭಾಗಗಳಿಂದ ಆಗಮಿಸಿದ್ದ ಸುಮಾರು ೧೮ ಜನ ಬಿಡ್ದಾರರು ಪ್ರಕ್ರಿಯೆಯಲ್ಲಿ ಭಾಗವಹಿಸಿದ್ದರು. ಇಲಾಖೆಯ ನಿಯಮಾನುಸಾರ ಪಾರದರ್ಶಕವಾಗಿ ಹರಾಜು ಪ್ರಕ್ರಿಯೆಯನ್ನು ನಡೆಸಿ ವಿಲೇವಾರಿ ಮಾಡಲಾಯಿತು.: [13, 2020, 442, 2172]
a5-dateline: ಹುಬ್ಬಳ್ಳಿ:: [1114, 893, 1148, 907]
a3-col2: ಸಂಜನಾ ಹೊಗೆಸೊಪ್ಪಿ, ಅರ್ಪಿತಾ ಹುಲಗೇರಿ ಮಾತನಾಡಿದರು. ಭಾಗ್ಯ ಕಟ್ಟಿ ಅವರು ಸ್ವಾಗತಿಸಿದರು. ಭಾಗ್ಯ ಕಟ್ಟಿ ಮತ್ತು ಶಿಕ್ಷಕ ವೃಂದ ಸಹಕಾರ ನೀಡಿದರು. ಅಕ್ಷರಮಾತೆ ಸಾವಿತ್ರಿಬಾಯಿ ಫುಲೆ ಅವರ ಜೀವನ ಹಾಗೂ ಸಾಧನೆ ಕುರಿತು ವಿದ್ಯಾರ್ಥಿಗಳು ಭಾಷಣ ಮಾಡಿದರು. ಕಾರ್ಯಕ್ರಮದಲ್ಲಿ ಪೋಷಕರು ಹಾಗೂ ಗ್ರಾಮಸ್ಥರು ಪಾಲ್ಗೊಂಡಿದ್ದರು. ಪೋಷಕರ ಸಭೆಯನ್ನು ಯಶಸ್ವಿಗೊಳಿಸಿದ ಎಲ್ಲರಿಗೂ ವಂದನೆಗಳು ಸಲ್ಲಿಸಲಾಯಿತು. ಕಾರ್ಯಕ್ರಮವನ್ನು ಸಂಜನಾ ಹೊಗೆಸೊಪ್ಪಿ ನಿರೂಪಿಸಿದರು. ಬನವದಾಸ ಬಲಕುಂದಿ ಕಾರ್ಯಕ್ರಮ ನಿರೂಪಿಸಿದರು. ಡಾ. ವಿಜಯಾ ತೋಟದ ವಂದಿಸಿದರು. ಪೋಷಕರು, ಶಿಕ್ಷಕರು, ಮಕ್ಕಳು ಉಪಸ್ಥಿತರಿದ್ದರು. ಕಾರ್ಯಕ್ರಮ ಹರ್ಷದಿಂದ ನೆರವೇರಿತು.: [340, 1104, 660, 1238]
a2-headline: ಸಂಚಾರಿ ನಿಯಮ ಪಾಲನೆಗೆ ಪಿಎಸ್ಐ ಜೋಶ್‌ರಿಂದ ವಿನೂತನ ಪ್ರಯತ್ನ: [701, 115, 1507, 157]
a9-col1: [455, 2019, 660, 2372]
tender-para-5: ಆರ್ಥಿಕ ಬಿಡ್‌ಗಳನ್ನು ತೆರೆಯುವ ದಿನಾಂಕ: 20/01/2026 ರಂದು ಮಧ್ಯಾಹ್ನ 11.00 ನಂತರ ತೆರೆಯಲಾಗುವುದು.: [1115, 2090, 1521, 2124]
a1-col3: ಗೊರವನಕೊಳ್ಳ, ಗುರುನಗೌಡ ಗೌಡರ,ಸಮಾಜ ಸೇವಕ ರಮೇಶ ಹಂಚಾಟೆ, ಅರೋಗ್ಯ ಇಲಾಖೆಯ ನಿವೃತ್ತ ನೌಕರ ನಾರಾಯಣ ಅಂಬೇಕರ, ವಿದ್ಯಾರ್ಥಿಗಳಿಗೆ ವಿತರಿಸಿದರು. ತನ್ವಿ ಪಾತ್ರೋಟ ಹಾಗೂ ಸಂಗಡಿಗರಿಂದ ಪ್ರಾರ್ಥನೆ, ಲಕ್ಷ್ಮಿ ಬಿಂಜವಾಡಗಿ ಸ್ವಾಗತಿಸಿದರು, ಶಾಲೆಯ ಮುಖ್ಯಗುರು ಸಿದ್ದು ಕೊಳ್ಳದ, ವಿದ್ಯಾರ್ಥಿ ಪ್ರತಿನಿಧಿ ಪ್ರವೀಣ ಮಧುರಕರ ವೇದಿಕೆಯಲ್ಲಿದ್ದರು, ಪೂಜಾ ಬೆಳಗಲ್ಲ ನಿರೂಪಿಸಿದರು, ಬಸಮ್ಮ ಕಣ್ಣಳಿಗೆರಿ ವಂದಿಸಿದರು.: [449, 507, 657, 642]
a9-photo: [455, 1750, 1090, 2012]
